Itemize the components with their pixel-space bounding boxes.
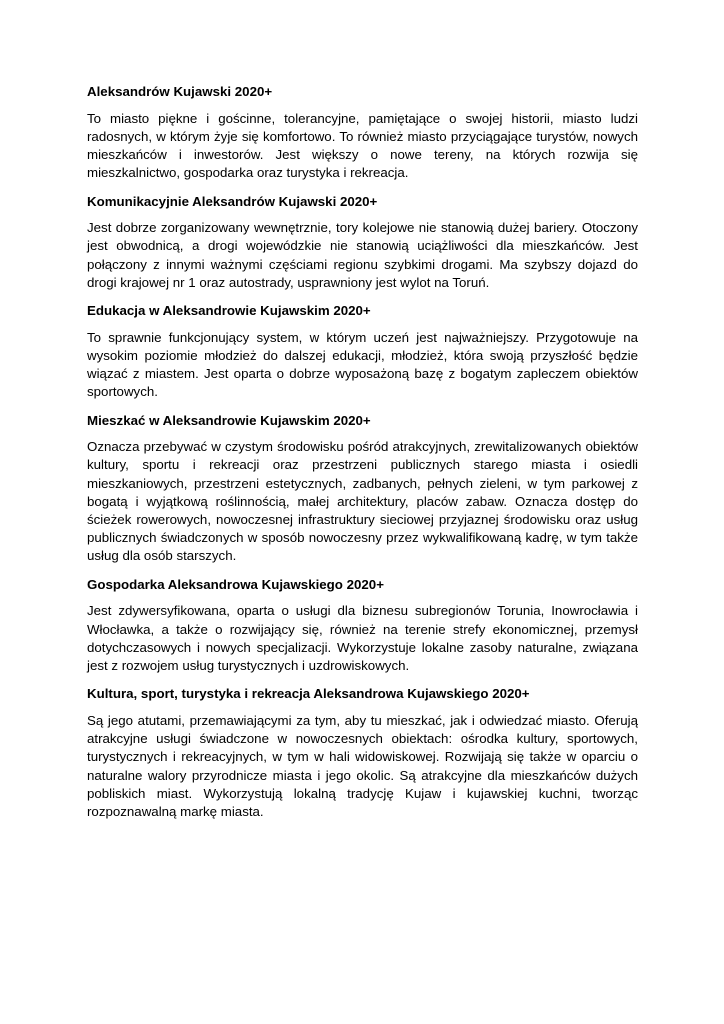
document-page (87, 83, 638, 831)
section-paragraph: Są jego atutami, przemawiającymi za tym, aby tu mieszkać, jak i odwiedzać miasto. Oferują atrakcyjne usługi świadczone w nowoczesnych obiektach: ośrodka kultury, sportowych, turystycznych i rekreacyjnych, w tym w hali widowiskowej. Rozwijają się także w oparciu o naturalne walory przyrodnicze miasta i jego okolic. Są atrakcyjne dla mieszkańców dużych pobliskich miast. Wykorzystują lokalną tradycję Kujaw i kujawskiej kuchni, tworząc rozpoznawalną markę miasta. (87, 712, 638, 819)
section-city-vision (87, 83, 638, 183)
section-heading: Kultura, sport, turystyka i rekreacja Aleksandrowa Kujawskiego 2020+ (87, 686, 530, 702)
section-paragraph: Jest zdywersyfikowana, oparta o usługi dla biznesu subregionów Torunia, Inowrocławia i Włocławka, a także o rozwijający się, również na terenie strefy ekonomicznej, przemysł dotychczasowych i nowych specjalizacji. Wykorzystuje lokalne zasoby naturalne, związana jest z rozwojem usług turystycznych i uzdrowiskowych. (87, 603, 638, 673)
section-heading: Gospodarka Aleksandrowa Kujawskiego 2020+ (87, 576, 384, 592)
section-heading: Komunikacyjnie Aleksandrów Kujawski 2020+ (87, 193, 378, 209)
section-culture-sport-tourism (87, 685, 638, 821)
section-heading: Mieszkać w Aleksandrowie Kujawskim 2020+ (87, 412, 371, 428)
section-transport (87, 193, 638, 293)
section-paragraph: Jest dobrze zorganizowany wewnętrznie, tory kolejowe nie stanowią dużej bariery. Otoczony jest obwodnicą, a drogi wojewódzkie nie stanowią uciążliwości dla mieszkańców. Jest połączony z innymi ważnymi częściami regionu szybkimi drogami. Ma szybszy dojazd do drogi krajowej nr 1 oraz autostrady, usprawniony jest wylot na Toruń. (87, 220, 638, 290)
section-paragraph: To sprawnie funkcjonujący system, w którym uczeń jest najważniejszy. Przygotowuje na wysokim poziomie młodzież do dalszej edukacji, młodzież, która swoją przyszłość będzie wiązać z miastem. Jest oparta o dobrze wyposażoną bazę z bogatym zapleczem obiektów sportowych. (87, 329, 638, 400)
section-education (87, 302, 638, 402)
section-paragraph: To miasto piękne i gościnne, tolerancyjne, pamiętające o swojej historii, miasto ludzi radosnych, w którym żyje się komfortowo. To również miasto przyciągające turystów, nowych mieszkańców i inwestorów. Jest większy o nowe tereny, na których rozwija się mieszkalnictwo, gospodarka oraz turystyka i rekreacja. (87, 110, 638, 181)
section-heading: Aleksandrów Kujawski 2020+ (87, 84, 273, 99)
section-paragraph: Oznacza przebywać w czystym środowisku pośród atrakcyjnych, zrewitalizowanych obiektów kultury, sportu i rekreacji oraz przestrzeni publicznych starego miasta i osiedli mieszkaniowych, przestrzeni estetycznych, zadbanych, pełnych zieleni, w tym parkowej z bogatą i wyjątkową roślinnością, małej architektury, placów zabaw. Oznacza dostęp do ścieżek rowerowych, nowoczesnej infrastruktury sieciowej przyjaznej środowisku oraz usług publicznych świadczonych w sposób nowoczesny przez wykwalifikowaną kadrę, w tym także usług dla osób starszych. (87, 439, 638, 564)
section-heading: Edukacja w Aleksandrowie Kujawskim 2020+ (87, 303, 371, 319)
section-living (87, 412, 638, 566)
section-economy (87, 576, 638, 676)
